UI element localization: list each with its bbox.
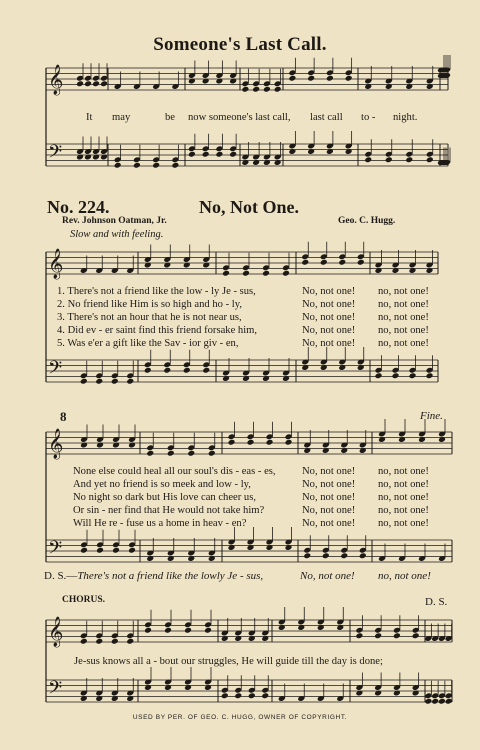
- lyric-word: night.: [393, 112, 418, 123]
- note-head: [144, 627, 152, 634]
- ds-refrain: No, not one!: [300, 570, 355, 582]
- lyric-word: to -: [361, 112, 376, 123]
- note-head: [144, 367, 152, 374]
- ds-marking: D. S.: [425, 596, 448, 608]
- note-head: [163, 367, 171, 374]
- note-head: [364, 156, 372, 163]
- copyright-footer: USED BY PER. OF GEO. C. HUGG, OWNER OF COPYRIGHT.: [132, 714, 348, 721]
- chorus-label: CHORUS.: [62, 595, 106, 605]
- note-head: [92, 80, 100, 87]
- note-head: [438, 698, 446, 705]
- hymn-title: No, Not One.: [199, 197, 299, 217]
- note-head: [114, 162, 122, 169]
- note-head: [385, 156, 393, 163]
- verse-line: 3. There's not an hour that he is not near us,: [57, 312, 242, 323]
- refrain-text: no, not one!: [378, 505, 429, 516]
- refrain-text: No, not one!: [302, 286, 356, 297]
- previous-hymn-title: Someone's Last Call.: [153, 34, 327, 55]
- note-head: [80, 638, 88, 645]
- refrain-text: No, not one!: [302, 479, 356, 490]
- note-head: [252, 86, 260, 93]
- note-head: [338, 259, 346, 266]
- ds-lyric: There's not a friend like the lowly Je - sus,: [77, 570, 264, 582]
- note-head: [133, 162, 141, 169]
- verse-line: No night so dark but His love can cheer us,: [73, 492, 256, 503]
- note-head: [80, 378, 88, 385]
- composer-credit: Geo. C. Hugg.: [338, 216, 396, 226]
- treble-clef: 𝄞: [48, 65, 64, 95]
- note-head: [431, 698, 439, 705]
- note-head: [128, 547, 136, 554]
- note-head: [248, 692, 256, 699]
- refrain-text: no, not one!: [378, 286, 429, 297]
- chorus-lyric: Je-sus knows all a - bout our struggles, He will guide till the day is done;: [74, 656, 383, 667]
- note-head: [164, 627, 172, 634]
- refrain-text: No, not one!: [302, 466, 356, 477]
- note-head: [320, 259, 328, 266]
- refrain-text: no, not one!: [378, 479, 429, 490]
- note-head: [228, 439, 236, 446]
- bass-clef: 𝄢: [48, 538, 63, 563]
- refrain-text: No, not one!: [302, 505, 356, 516]
- note-head: [359, 552, 367, 559]
- note-head: [167, 450, 175, 457]
- treble-clef: 𝄞: [48, 429, 64, 459]
- note-head: [126, 378, 134, 385]
- note-head: [355, 632, 363, 639]
- note-head: [426, 372, 434, 379]
- note-head: [282, 270, 290, 277]
- note-head: [111, 638, 119, 645]
- note-head: [322, 552, 330, 559]
- note-head: [266, 439, 274, 446]
- note-head: [112, 547, 120, 554]
- note-head: [285, 439, 293, 446]
- verse-line: 2. No friend like Him is so high and ho - ly,: [57, 299, 242, 310]
- note-head: [96, 547, 104, 554]
- note-head: [184, 627, 192, 634]
- note-head: [345, 75, 353, 82]
- note-head: [187, 450, 195, 457]
- refrain-text: No, not one!: [302, 312, 356, 323]
- note-head: [445, 698, 453, 705]
- note-head: [426, 156, 434, 163]
- note-head: [171, 162, 179, 169]
- refrain-text: no, not one!: [378, 466, 429, 477]
- note-head: [242, 270, 250, 277]
- verse-line: 1. There's not a friend like the low - ly Je - sus,: [57, 286, 256, 297]
- lyric-word: be: [165, 112, 175, 123]
- note-head: [393, 632, 401, 639]
- note-head: [357, 259, 365, 266]
- refrain-text: No, not one!: [302, 325, 356, 336]
- note-head: [247, 439, 255, 446]
- note-head: [412, 632, 420, 639]
- note-head: [80, 547, 88, 554]
- lyric-word: may: [112, 112, 131, 123]
- lyric-word: last call: [310, 112, 343, 123]
- measure-number: 8: [60, 409, 67, 424]
- bass-clef: 𝄢: [48, 142, 63, 167]
- lyric-word: It: [86, 112, 93, 123]
- verse-line: Or sin - ner find that He would not take him?: [73, 505, 265, 516]
- refrain-text: No, not one!: [302, 518, 356, 529]
- ds-prefix: D. S.—: [44, 570, 78, 582]
- verse-line: None else could heal all our soul's dis - eas - es,: [73, 466, 276, 477]
- dal-segno-line: [44, 570, 263, 582]
- fine-marking: Fine.: [420, 410, 443, 422]
- note-head: [307, 75, 315, 82]
- note-head: [288, 75, 296, 82]
- note-head: [301, 259, 309, 266]
- bass-clef: 𝄢: [48, 678, 63, 703]
- verse-line: And yet no friend is so meek and low - ly,: [73, 479, 251, 490]
- note-head: [340, 552, 348, 559]
- note-head: [229, 151, 237, 158]
- note-head: [405, 156, 413, 163]
- note-head: [326, 75, 334, 82]
- note-head: [202, 151, 210, 158]
- lyric-word: now someone's last call,: [188, 112, 291, 123]
- refrain-text: no, not one!: [378, 312, 429, 323]
- note-head: [241, 86, 249, 93]
- note-head: [111, 378, 119, 385]
- note-head: [84, 80, 92, 87]
- note-head: [374, 632, 382, 639]
- refrain-text: no, not one!: [378, 299, 429, 310]
- note-head: [424, 698, 432, 705]
- note-head: [202, 367, 210, 374]
- note-head: [392, 372, 400, 379]
- tempo-marking: Slow and with feeling.: [70, 229, 164, 240]
- note-head: [183, 367, 191, 374]
- refrain-text: No, not one!: [302, 299, 356, 310]
- note-head: [303, 552, 311, 559]
- note-head: [208, 450, 216, 457]
- refrain-text: no, not one!: [378, 518, 429, 529]
- refrain-text: no, not one!: [378, 492, 429, 503]
- treble-clef: 𝄞: [48, 617, 64, 647]
- note-head: [375, 372, 383, 379]
- note-head: [222, 270, 230, 277]
- verse-line: 5. Was e'er a gift like the Sav - ior giv - en,: [57, 338, 239, 349]
- refrain-text: No, not one!: [302, 492, 356, 503]
- note-head: [204, 627, 212, 634]
- verse-line: Will He re - fuse us a home in heav - en?: [73, 518, 247, 529]
- note-head: [221, 692, 229, 699]
- refrain-text: no, not one!: [378, 338, 429, 349]
- note-head: [274, 86, 282, 93]
- note-head: [262, 270, 270, 277]
- note-head: [95, 378, 103, 385]
- verse-line: 4. Did ev - er saint find this friend forsake him,: [57, 325, 258, 336]
- note-head: [100, 80, 108, 87]
- note-head: [263, 86, 271, 93]
- hymn-number: No. 224.: [47, 197, 110, 217]
- note-head: [215, 151, 223, 158]
- note-head: [188, 151, 196, 158]
- refrain-text: No, not one!: [302, 338, 356, 349]
- refrain-text: no, not one!: [378, 325, 429, 336]
- treble-clef: 𝄞: [48, 249, 64, 279]
- note-head: [152, 162, 160, 169]
- note-head: [126, 638, 134, 645]
- bass-clef: 𝄢: [48, 358, 63, 383]
- note-head: [409, 372, 417, 379]
- note-head: [95, 638, 103, 645]
- note-head: [261, 692, 269, 699]
- author-credit: Rev. Johnson Oatman, Jr.: [62, 216, 167, 226]
- note-head: [76, 80, 84, 87]
- ds-refrain: no, not one!: [378, 570, 431, 582]
- note-head: [146, 450, 154, 457]
- note-head: [234, 692, 242, 699]
